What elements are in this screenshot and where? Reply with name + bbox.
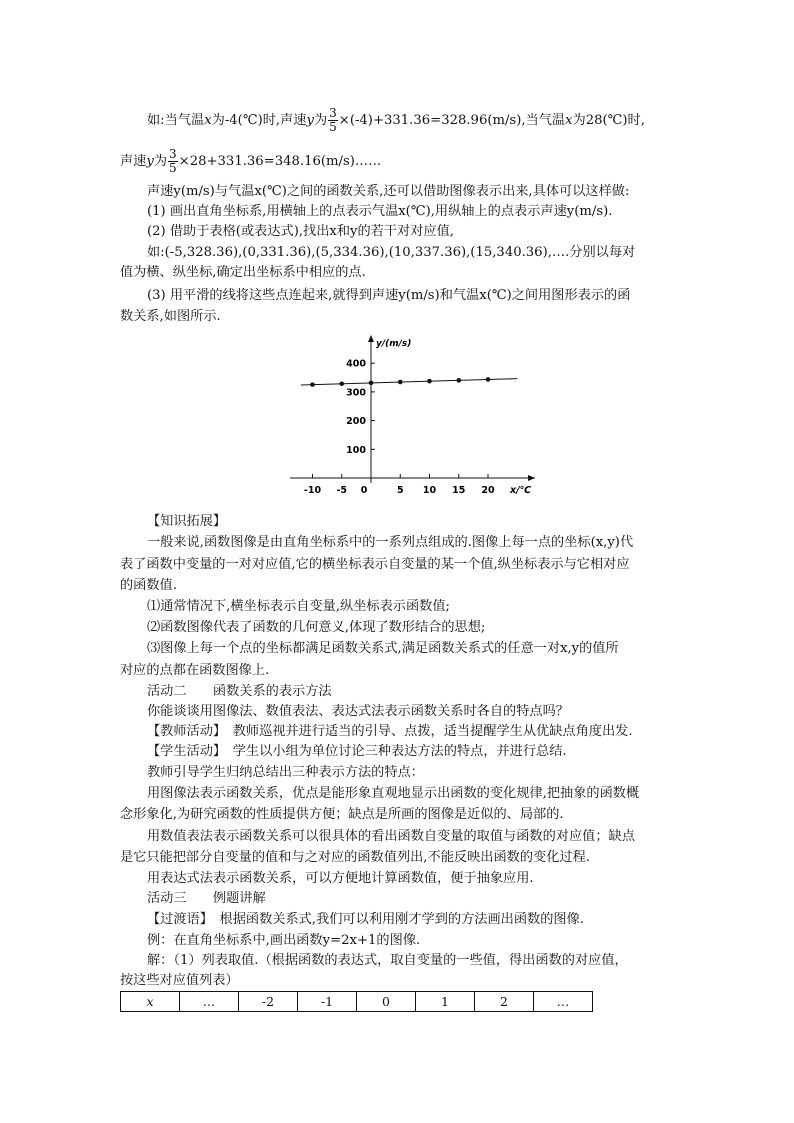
table-method: 用数值表法表示函数关系可以很具体的看出函数自变量的取值与函数的对应值；缺点 [147,829,635,844]
step-2-cont: 值为横、纵坐标,确定出坐标系中相应的点. [120,265,366,280]
step-3: (3) 用平滑的线将这些点连起来,就得到声速y(m/s)和气温x(℃)之间用图形表示的函 [147,288,631,303]
var-x: x [565,113,573,128]
intro-text: ×28+331.36=348.16(m/s)…… [178,154,382,169]
table-cell: … [180,992,239,1012]
table-row [121,992,593,1012]
data-point [427,379,432,384]
value-table [120,991,593,1012]
x-axis-arrow [528,475,535,481]
table-cell: … [534,992,593,1012]
table-cell: x [121,992,180,1012]
x-tick-label: -10 [303,485,322,496]
data-point [369,381,374,386]
graph-method: 用图像法表示函数关系，优点是能形象直观地显示出函数的变化规律,把抽象的函数概 [147,786,640,801]
table-cell: -1 [298,992,357,1012]
y-tick-label: 200 [346,416,366,428]
table-method-cont: 是它只能把部分自变量的值和与之对应的函数值列出,不能反映出函数的变化过程. [120,850,590,865]
y-tick-label: 100 [346,444,366,456]
intro-text: 如:当气温 [147,113,205,128]
y-tick-label: 300 [346,387,366,399]
intro-text: 为-4(℃)时,声速 [211,113,307,128]
knowledge-p1-cont: 表了函数中变量的一对对应值,它的横坐标表示自变量的某一个值,纵坐标表示与它相对应 [120,557,630,572]
fraction-numerator: 3 [169,147,177,161]
intro-text: 声速 [120,154,147,169]
knowledge-item-2: ⑵函数图像代表了函数的几何意义,体现了数形结合的思想; [147,620,486,635]
x-tick-label: 20 [481,485,495,496]
example-text: 例：在直角坐标系中,画出函数y=2x+1的图像. [147,933,421,948]
transition-text: 【过渡语】 根据函数关系式,我们可以利用刚才学到的方法画出函数的图像. [147,912,584,927]
x-tick-label: 10 [422,485,437,496]
table-cell: 0 [357,992,416,1012]
fraction-denominator: 5 [329,120,337,134]
series-line [301,379,517,385]
activity-2-title: 活动二 函数关系的表示方法 [147,684,332,699]
fraction-numerator: 3 [329,106,337,120]
step-3-cont: 数关系,如图所示. [120,309,221,324]
activity-2-question: 你能谈谈用图像法、数值表法、表达式法表示函数关系时各自的特点吗？ [147,704,569,719]
intro-text: 为28(℃)时, [572,113,645,128]
x-tick-label: -5 [336,485,348,496]
paragraph: 声速y(m/s)与气温x(℃)之间的函数关系,还可以借助图像表示出来,具体可以这样做: [147,184,630,199]
knowledge-p1: 一般来说,函数图像是由直角坐标系中的一系列点组成的.图像上每一点的坐标(x,y)代 [147,535,634,550]
graph-method-cont: 念形象化,为研究函数的性质提供方便；缺点是所画的图像是近似的、局部的. [120,807,564,822]
data-point [456,378,461,383]
intro-text: 为 [153,154,168,169]
guide-text: 教师引导学生归纳总结出三种表示方法的特点： [147,765,424,780]
var-y: y [146,154,154,169]
y-axis-label: y/(m/s) [376,339,412,349]
var-y: y [306,113,314,128]
activity-3-title: 活动三 例题讲解 [147,891,266,906]
step-2-points: 如:(-5,328.36),(0,331.36),(5,334.36),(10,337.36),(15,340.36),….分别以每对 [147,245,636,260]
table-cell: 2 [475,992,534,1012]
y-tick-label: 400 [346,358,366,370]
fraction-denominator: 5 [169,161,177,175]
intro-text: ×(-4)+331.36=328.96(m/s),当气温 [338,113,566,128]
expression-method: 用表达式法表示函数关系，可以方便地计算函数值，便于抽象应用. [147,871,534,886]
knowledge-title: 【知识拓展】 [147,514,227,529]
data-point [310,382,315,387]
table-cell: -2 [239,992,298,1012]
knowledge-p1-end: 的函数值. [120,578,177,593]
x-tick-label: 5 [396,485,404,496]
data-point [486,377,491,382]
y-axis-arrow [368,335,374,342]
speed-temperature-chart [0,0,794,520]
x-tick-label: 15 [452,485,466,496]
x-tick-label: 0 [360,485,368,496]
step-1: (1) 画出直角坐标系,用横轴上的点表示气温x(℃),用纵轴上的点表示声速y(m/s). [147,204,613,219]
knowledge-item-3-cont: 对应的点都在函数图像上. [120,663,270,678]
solution-step-1: 解：（1）列表取值.（根据函数的表达式，取自变量的一些值，得出函数的对应值， [147,953,628,968]
teacher-activity: 【教师活动】 教师巡视并进行适当的引导、点拨，适当提醒学生从优缺点角度出发. [147,724,633,739]
knowledge-item-1: ⑴通常情况下,横坐标表示自变量,纵坐标表示函数值; [147,599,450,614]
solution-step-1-cont: 按这些对应值列表） [120,973,239,988]
student-activity: 【学生活动】 学生以小组为单位讨论三种表达方法的特点，并进行总结. [147,744,567,759]
var-x: x [204,113,212,128]
intro-text: 为 [313,113,328,128]
data-point [398,380,403,385]
table-cell: 1 [416,992,475,1012]
knowledge-item-3: ⑶图像上每一个点的坐标都满足函数关系式,满足函数关系式的任意一对x,y的值所 [147,641,619,656]
x-axis-label: x/℃ [510,485,532,496]
data-point [339,381,344,386]
step-2: (2) 借助于表格(或表达式),找出x和y的若干对对应值, [147,224,454,239]
